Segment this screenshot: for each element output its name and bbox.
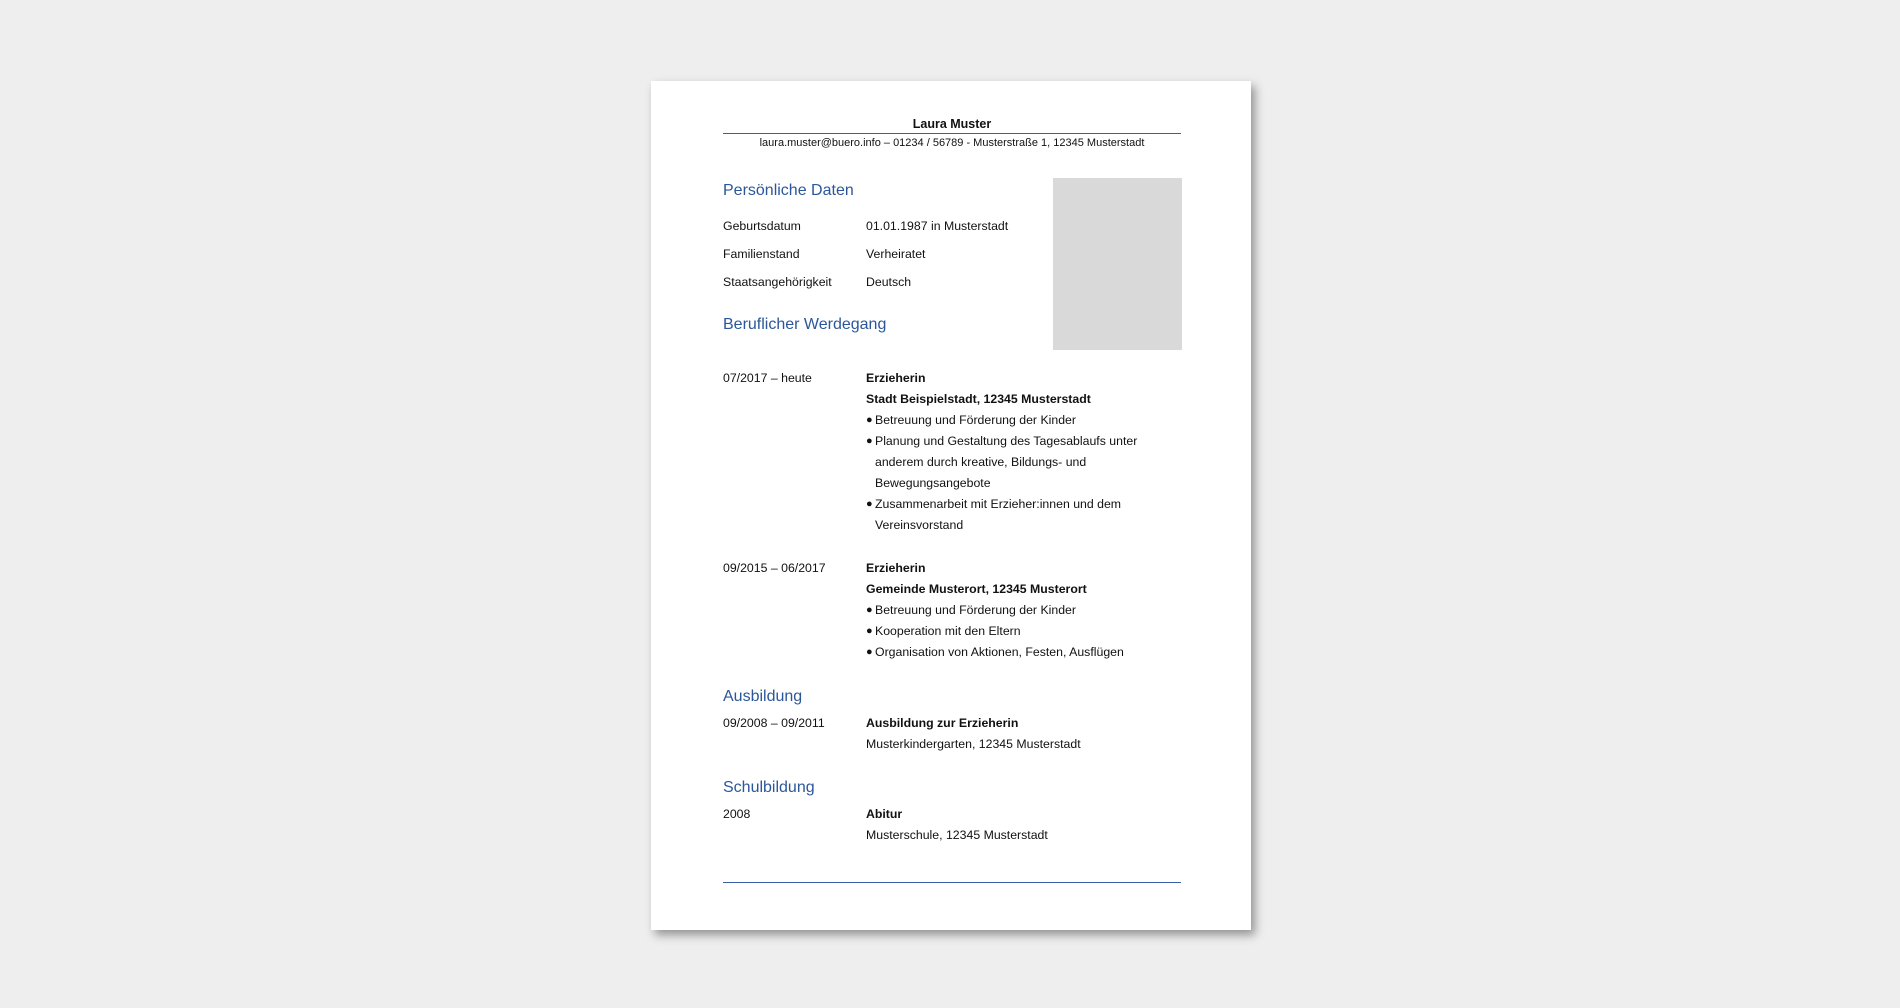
career-title: Erzieherin [866, 371, 926, 385]
list-item-text: Organisation von Aktionen, Festen, Ausflügen [875, 645, 1124, 659]
career-details [866, 368, 1151, 536]
career-title: Erzieherin [866, 561, 926, 575]
list-item [866, 600, 1151, 621]
personal-value: Deutsch [866, 275, 912, 289]
school-details [866, 804, 1151, 846]
list-item-text: Betreuung und Förderung der Kinder [875, 413, 1076, 427]
training-title: Ausbildung zur Erzieherin [866, 716, 1019, 730]
footer-divider [723, 882, 1181, 883]
list-item-text: Kooperation mit den Eltern [875, 624, 1021, 638]
career-period: 09/2015 – 06/2017 [723, 561, 826, 575]
personal-label: Geburtsdatum [723, 219, 801, 233]
training-period: 09/2008 – 09/2011 [723, 716, 825, 730]
bullet-icon: ● [866, 646, 873, 658]
training-place: Musterkindergarten, 12345 Musterstadt [866, 737, 1081, 751]
school-place: Musterschule, 12345 Musterstadt [866, 828, 1048, 842]
list-item-text: Planung und Gestaltung des Tagesablaufs unter anderem durch kreative, Bildungs- und Bewegungsangebote [875, 434, 1138, 490]
section-heading-personal: Persönliche Daten [723, 182, 854, 199]
personal-label: Familienstand [723, 247, 800, 261]
personal-label: Staatsangehörigkeit [723, 275, 832, 289]
bullet-icon: ● [866, 435, 873, 447]
bullet-icon: ● [866, 498, 873, 510]
header-divider [723, 133, 1181, 134]
list-item [866, 621, 1151, 642]
school-period: 2008 [723, 807, 751, 821]
applicant-name: Laura Muster [912, 117, 992, 131]
section-heading-training: Ausbildung [723, 688, 803, 705]
career-employer: Stadt Beispielstadt, 12345 Musterstadt [866, 392, 1091, 406]
personal-value: 01.01.1987 in Musterstadt [866, 219, 1009, 233]
list-item [866, 494, 1151, 536]
career-period: 07/2017 – heute [723, 371, 812, 385]
career-employer: Gemeinde Musterort, 12345 Musterort [866, 582, 1087, 596]
list-item-text: Betreuung und Förderung der Kinder [875, 603, 1076, 617]
personal-value: Verheiratet [866, 247, 926, 261]
list-item-text: Zusammenarbeit mit Erzieher:innen und dem Vereinsvorstand [875, 497, 1122, 532]
list-item [866, 410, 1151, 431]
bullet-icon: ● [866, 414, 873, 426]
list-item [866, 642, 1151, 663]
section-heading-school: Schulbildung [723, 779, 815, 796]
bullet-icon: ● [866, 604, 873, 616]
career-details [866, 558, 1151, 663]
cv-page [651, 81, 1251, 930]
bullet-icon: ● [866, 625, 873, 637]
contact-line: laura.muster@buero.info – 01234 / 56789 - Musterstraße 1, 12345 Musterstadt [759, 137, 1145, 149]
section-heading-career: Beruflicher Werdegang [723, 316, 887, 333]
training-details [866, 713, 1151, 755]
school-title: Abitur [866, 807, 903, 821]
list-item [866, 431, 1151, 494]
